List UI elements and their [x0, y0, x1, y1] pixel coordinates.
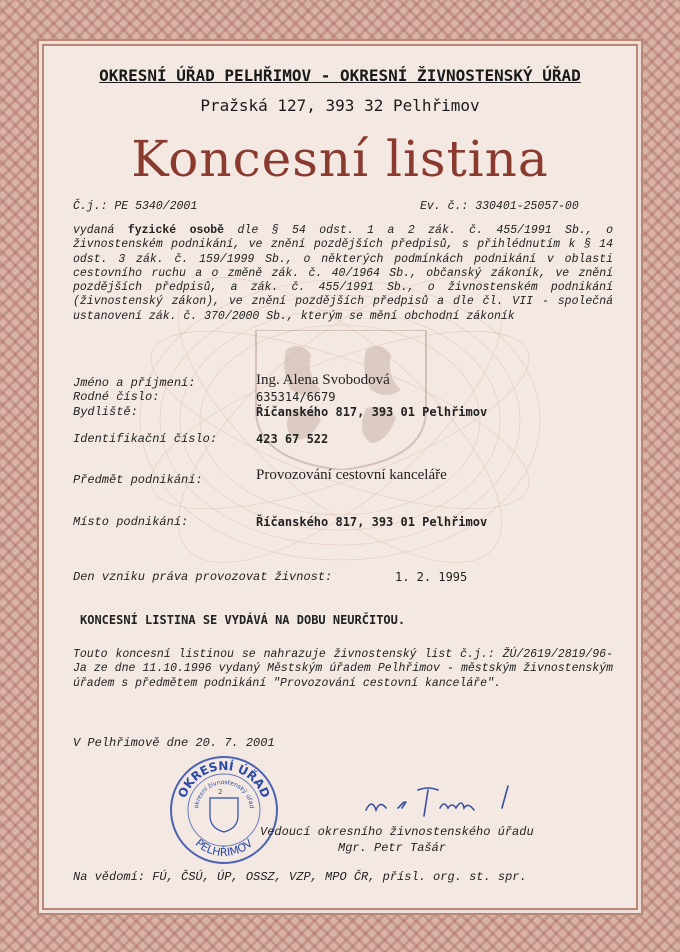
birth-number-label: Rodné číslo: [73, 390, 160, 404]
origin-date-value: 1. 2. 1995 [395, 570, 468, 584]
birth-number-value: 635314/6679 [256, 390, 336, 404]
business-subject-value: Provozování cestovní kanceláře [256, 467, 447, 483]
name-label: Jméno a příjmení: [73, 376, 196, 390]
document-title: Koncesní listina [131, 130, 549, 188]
intro-lead: vydaná [73, 224, 128, 237]
evidence-number: Ev. č.: 330401-25057-00 [420, 200, 579, 213]
origin-date-label: Den vzniku práva provozovat živnost: [73, 570, 333, 584]
intro-text: dle § 54 odst. 1 a 2 zák. č. 455/1991 Sb., o živnostenském podnikání, ve znění pozdějších předpisů, s přihlédnutím k § 14 odst. 3 zák. č. 159/1999 Sb., o některých podmínkách podnikání v oblasti cestovního ruchu a o změně zák. č. 40/1964 Sb., občanský zákoník, ve znění pozdějších předpisů, a zák. č. 455/1991 Sb., o živnostenském podnikání (živnostenský zákon), ve znění pozdějších předpisů a dle čl. VII - společná ustanovení zák. č. 370/2000 Sb., kterým se mění obchodní zákoník [73, 224, 613, 323]
signatory-name: Mgr. Petr Tašár [338, 841, 447, 855]
validity-notice: KONCESNÍ LISTINA SE VYDÁVÁ NA DOBU NEURČITOU. [80, 613, 406, 627]
residence-label: Bydliště: [73, 405, 138, 419]
intro-person-type: fyzické osobě [127, 224, 225, 237]
handwritten-signature [358, 780, 528, 825]
reference-number: Č.j.: PE 5340/2001 [73, 200, 198, 213]
office-name: OKRESNÍ ÚŘAD PELHŘIMOV - OKRESNÍ ŽIVNOSTENSKÝ ÚŘAD [99, 66, 581, 85]
official-stamp [168, 754, 280, 866]
replacement-paragraph: Touto koncesní listinou se nahrazuje živnostenský list č.j.: ŽÚ/2619/2819/96-Ja ze dne 11.10.1996 vydaný Městským úřadem Pelhřimov - městským živnostenským úřadem s předmětem podnikání "Provozování cestovní kanceláře". [73, 648, 613, 690]
stamp-top-text: OKRESNÍ ÚŘAD [175, 758, 273, 800]
id-number-label: Identifikační číslo: [73, 432, 218, 446]
stamp-bottom-text: PELHŘIMOV [192, 836, 256, 860]
stamp-number: 2 [218, 788, 223, 796]
name-value: Ing. Alena Svobodová [256, 372, 390, 388]
business-place-label: Místo podnikání: [73, 515, 189, 529]
business-subject-label: Předmět podnikání: [73, 473, 203, 487]
stamp-shield-icon [210, 798, 238, 832]
distribution-list: Na vědomí: FÚ, ČSÚ, ÚP, OSSZ, VZP, MPO ČR, přísl. org. st. spr. [73, 870, 527, 884]
stamp-side-text: okresní živnostenský úřad [193, 778, 255, 809]
residence-value: Říčanského 817, 393 01 Pelhřimov [256, 405, 488, 419]
office-address: Pražská 127, 393 32 Pelhřimov [200, 96, 480, 115]
signatory-role: Vedoucí okresního živnostenského úřadu [260, 825, 534, 839]
legal-basis-paragraph [73, 224, 613, 324]
id-number-value: 423 67 522 [256, 432, 329, 446]
issue-date: V Pelhřimově dne 20. 7. 2001 [73, 736, 275, 750]
business-place-value: Říčanského 817, 393 01 Pelhřimov [256, 515, 488, 529]
